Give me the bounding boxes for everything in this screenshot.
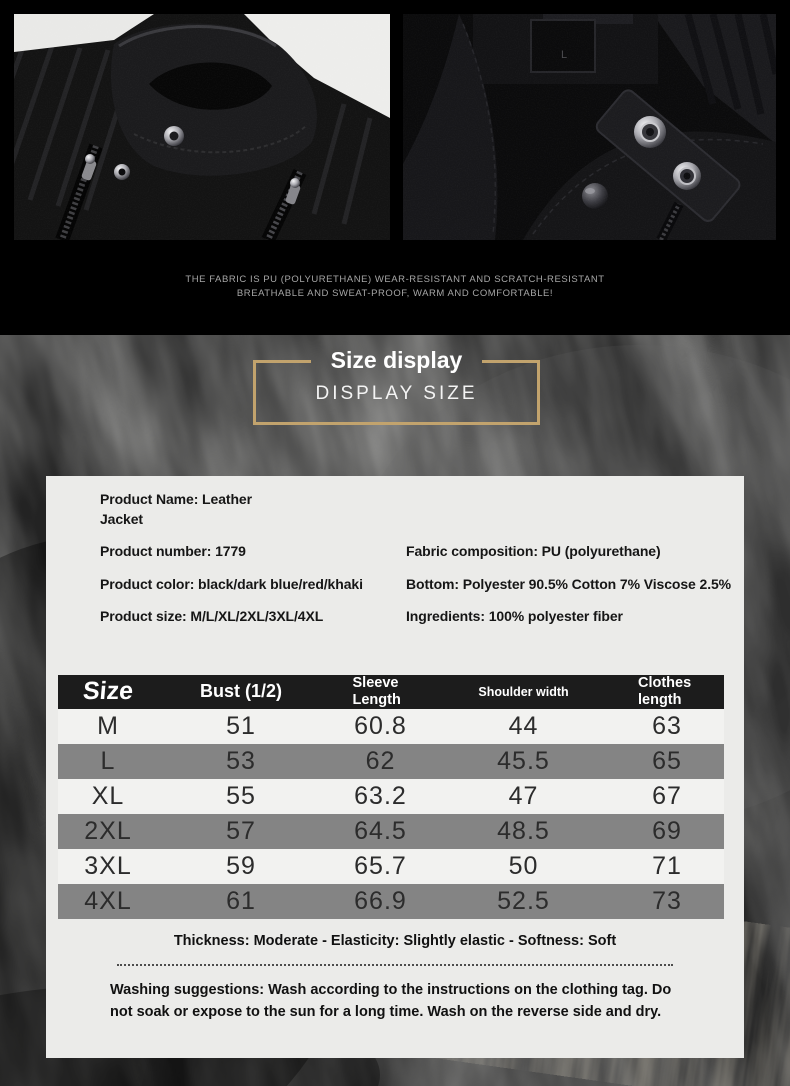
col-header-size — [58, 675, 158, 709]
cell-size: L — [100, 746, 116, 775]
fabric-composition: Fabric composition: PU (polyurethane) — [406, 543, 661, 560]
product-color: Product color: black/dark blue/red/khaki — [100, 575, 363, 592]
cell-shoulder: 52.5 — [497, 886, 550, 915]
cell-bust: 61 — [226, 886, 256, 915]
cell-bust: 51 — [226, 711, 256, 740]
gold-border-segment — [253, 422, 540, 425]
cell-sleeve: 66.9 — [354, 886, 407, 915]
size-display-box — [253, 347, 540, 425]
col-header-sleeve — [324, 675, 437, 709]
cell-bust: 57 — [226, 816, 256, 845]
table-row-xl — [58, 779, 724, 814]
col-header-clothes-label: Clothes length — [638, 675, 692, 708]
table-row-l — [58, 744, 724, 779]
cell-clothes: 67 — [652, 781, 682, 810]
cell-bust: 59 — [226, 851, 256, 880]
cell-size: M — [97, 711, 119, 740]
col-header-clothes — [610, 675, 724, 709]
cell-clothes: 63 — [652, 711, 682, 740]
svg-text:L: L — [561, 49, 568, 61]
washing-suggestions: Washing suggestions: Wash according to the instructions on the clothing tag. Do not soak or expose to the sun for a long time. Wash on the reverse side and dry. — [110, 981, 672, 1021]
cell-size: 2XL — [84, 816, 132, 845]
dotted-divider — [117, 964, 673, 966]
col-header-bust — [158, 675, 324, 709]
table-row-2xl — [58, 814, 724, 849]
cell-size: XL — [91, 781, 125, 810]
product-name: Product Name: Leather Jacket — [100, 491, 252, 527]
fabric-caption-line1: THE FABRIC IS PU (POLYURETHANE) WEAR-RESISTANT AND SCRATCH-RESISTANT — [185, 274, 605, 285]
fabric-caption — [0, 273, 790, 301]
cell-bust: 55 — [226, 781, 256, 810]
ingredients: Ingredients: 100% polyester fiber — [406, 608, 623, 625]
product-number: Product number: 1779 — [100, 543, 246, 560]
size-display-subtitle: DISPLAY SIZE — [315, 383, 478, 404]
cell-sleeve: 65.7 — [354, 851, 407, 880]
info-spacer — [406, 490, 731, 529]
col-header-shoulder-label: Shoulder width — [478, 684, 569, 699]
size-chart-table — [58, 675, 724, 919]
col-header-size-label: Size — [81, 677, 135, 706]
cell-clothes: 65 — [652, 746, 682, 775]
size-chart-header — [58, 675, 724, 709]
cell-sleeve: 60.8 — [354, 711, 407, 740]
fabric-caption-line2: BREATHABLE AND SWEAT-PROOF, WARM AND COMFORTABLE! — [236, 288, 554, 299]
cell-sleeve: 63.2 — [354, 781, 407, 810]
cell-size: 4XL — [84, 886, 132, 915]
col-header-bust-label: Bust (1/2) — [199, 681, 282, 702]
product-photo-jacket-collar — [14, 14, 390, 240]
col-header-shoulder — [437, 675, 610, 709]
product-info — [46, 476, 744, 627]
cell-clothes: 73 — [652, 886, 682, 915]
product-photo-collar-strap — [403, 14, 776, 240]
cell-shoulder: 47 — [508, 781, 539, 810]
cell-clothes: 71 — [652, 851, 682, 880]
size-section — [0, 335, 790, 1086]
thickness-note: Thickness: Moderate - Elasticity: Slightly elastic - Softness: Soft — [173, 932, 617, 949]
cell-shoulder: 44 — [508, 711, 539, 740]
table-row-3xl — [58, 849, 724, 884]
table-row-m — [58, 709, 724, 744]
col-header-sleeve-label: Sleeve Length — [352, 675, 401, 708]
cell-shoulder: 45.5 — [497, 746, 550, 775]
cell-size: 3XL — [84, 851, 132, 880]
hero-section — [0, 0, 790, 335]
table-row-4xl — [58, 884, 724, 919]
cell-bust: 53 — [226, 746, 256, 775]
cell-sleeve: 64.5 — [354, 816, 407, 845]
bottom-composition: Bottom: Polyester 90.5% Cotton 7% Viscose 2.5% — [406, 575, 732, 592]
cell-sleeve: 62 — [365, 746, 396, 775]
cell-shoulder: 50 — [508, 851, 539, 880]
product-size: Product size: M/L/XL/2XL/3XL/4XL — [100, 608, 324, 625]
header-row — [58, 675, 724, 709]
cell-shoulder: 48.5 — [497, 816, 550, 845]
cell-clothes: 69 — [652, 816, 682, 845]
product-info-card — [46, 476, 744, 1058]
size-display-title: Size display — [330, 347, 463, 373]
size-chart-body — [58, 709, 724, 919]
